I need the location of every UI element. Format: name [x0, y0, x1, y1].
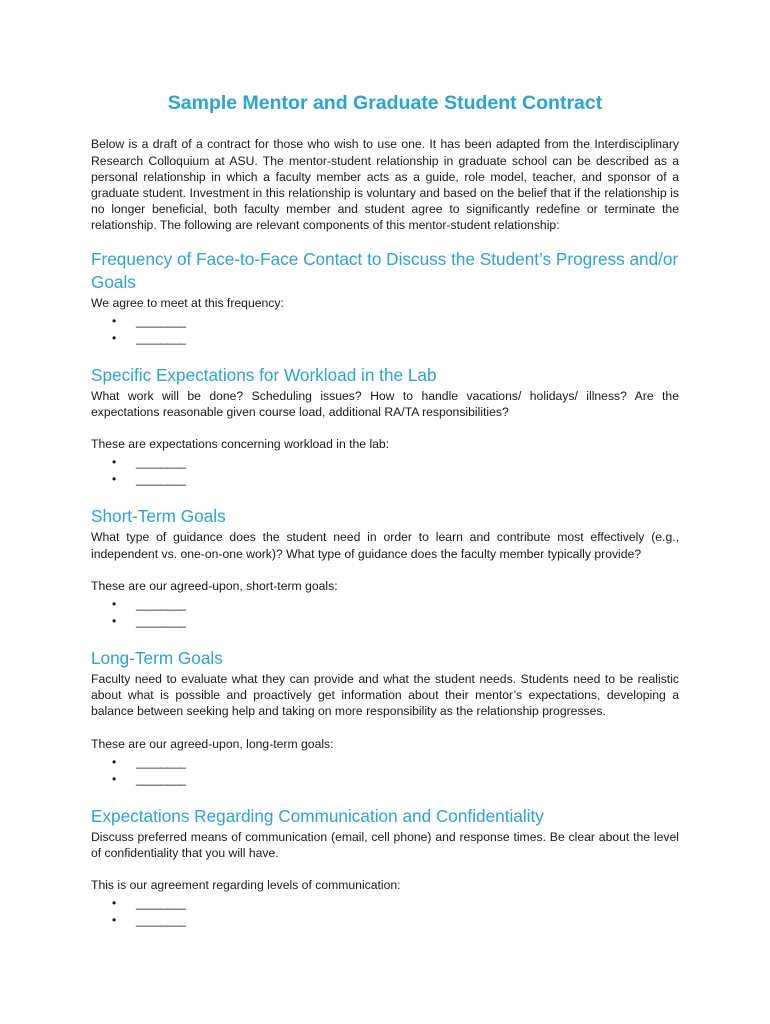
- list-item: [112, 895, 679, 912]
- section-workload: [91, 364, 679, 489]
- intro-paragraph: Below is a draft of a contract for those who wish to use one. It has been adapted from the Interdisciplinary Research Colloquium at ASU. The mentor-student relationship in graduate school can be described as a personal relationship in which a faculty member acts as a guide, role model, teacher, and sponsor of a graduate student. Investment in this relationship is voluntary and based on the belief that if the relationship is no longer beneficial, both faculty member and student agree to significantly redefine or terminate the relationship. The following are relevant components of this mentor-student relationship:: [91, 137, 679, 233]
- section-description: Discuss preferred means of communication (email, cell phone) and response times. Be clear about the level of confidentiality that you will have.: [91, 829, 679, 861]
- section-description: What work will be done? Scheduling issues? How to handle vacations/ holidays/ illness? Are the expectations reasonable given course load, additional RA/TA responsibilities?: [91, 388, 679, 420]
- section-frequency: [91, 248, 679, 347]
- list-item: [112, 330, 679, 347]
- bullet-list: [91, 754, 679, 788]
- section-prompt: These are our agreed-upon, short-term goals:: [91, 578, 338, 593]
- bullet-icon: •: [112, 771, 117, 786]
- list-item: [112, 771, 679, 788]
- bullet-list: [91, 596, 679, 630]
- section-heading: Long-Term Goals: [91, 648, 223, 669]
- list-item: [112, 471, 679, 488]
- blank-line: ________: [136, 330, 186, 345]
- section-prompt: This is our agreement regarding levels of communication:: [91, 878, 401, 893]
- section-description: What type of guidance does the student need in order to learn and contribute most effectively (e.g., independent vs. one-on-one work)? What type of guidance does the faculty member typically provide?: [91, 530, 679, 561]
- bullet-icon: •: [112, 313, 117, 328]
- bullet-icon: •: [112, 472, 117, 487]
- section-prompt: These are expectations concerning workload in the lab:: [91, 437, 390, 452]
- section-heading: Short-Term Goals: [91, 506, 226, 527]
- list-item: [112, 912, 679, 929]
- section-short-term-goals: [91, 505, 679, 630]
- bullet-icon: •: [112, 455, 117, 470]
- section-prompt: These are our agreed-upon, long-term goals:: [91, 736, 334, 751]
- bullet-icon: •: [112, 913, 117, 928]
- blank-line: ________: [136, 597, 186, 612]
- section-heading: Specific Expectations for Workload in the Lab: [91, 364, 437, 385]
- bullet-list: [91, 895, 679, 929]
- document-title: Sample Mentor and Graduate Student Contract: [167, 92, 603, 114]
- bullet-icon: •: [112, 597, 117, 612]
- list-item: [112, 613, 679, 630]
- blank-line: ________: [136, 896, 186, 911]
- blank-line: ________: [136, 455, 186, 470]
- list-item: [112, 596, 679, 613]
- blank-line: ________: [136, 614, 186, 629]
- section-description: Faculty need to evaluate what they can provide and what the student needs. Students need to be realistic about what is possible and proactively get information about their mentor’s expectations, developing a balance between seeking help and taking on more responsibility as the relationship progresses.: [91, 672, 679, 719]
- section-communication: [91, 805, 679, 930]
- blank-line: ________: [136, 472, 186, 487]
- bullet-list: [91, 454, 679, 488]
- list-item: [112, 313, 679, 330]
- blank-line: ________: [136, 313, 186, 328]
- section-heading: Frequency of Face-to-Face Contact to Discuss the Student’s Progress and/or Goals: [91, 248, 679, 292]
- bullet-list: [91, 313, 679, 347]
- bullet-icon: •: [112, 614, 117, 629]
- blank-line: ________: [136, 771, 186, 786]
- bullet-icon: •: [112, 754, 117, 769]
- list-item: [112, 454, 679, 471]
- blank-line: ________: [136, 754, 186, 769]
- section-heading: Expectations Regarding Communication and Confidentiality: [91, 805, 544, 826]
- bullet-icon: •: [112, 330, 117, 345]
- list-item: [112, 754, 679, 771]
- bullet-icon: •: [112, 896, 117, 911]
- blank-line: ________: [136, 913, 186, 928]
- section-long-term-goals: [91, 647, 679, 788]
- section-prompt: We agree to meet at this frequency:: [91, 295, 284, 310]
